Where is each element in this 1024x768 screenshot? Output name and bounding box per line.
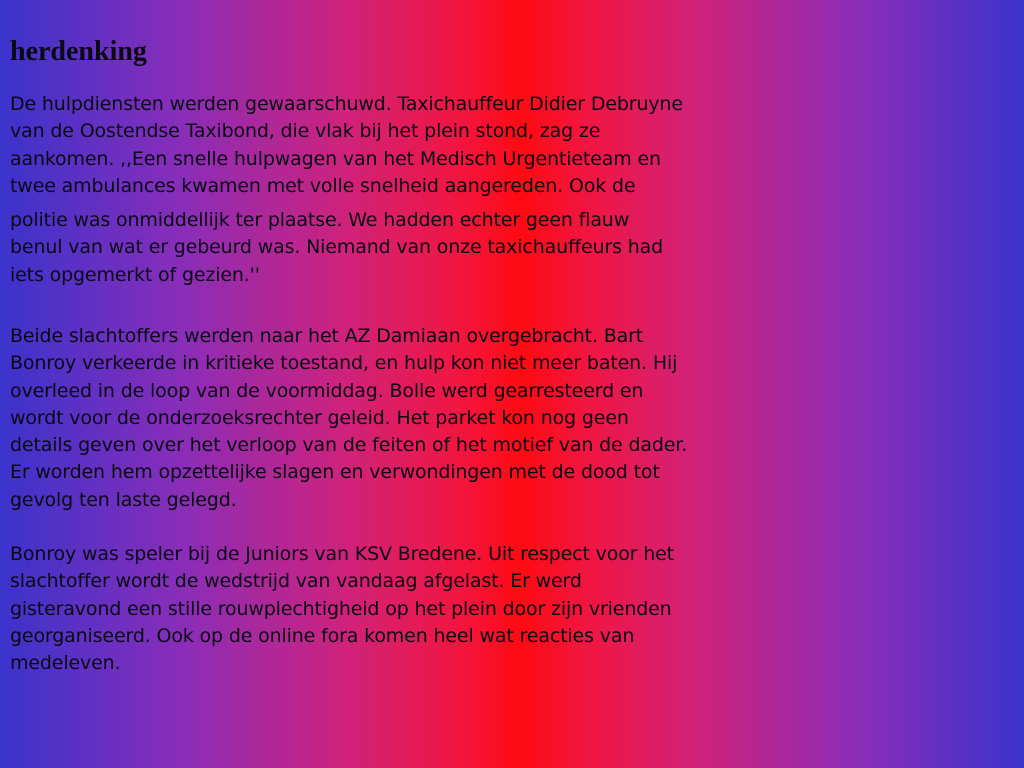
paragraph-3 [10,541,745,677]
text-line: slachtoffer wordt de wedstrijd van vandaag afgelast. Er werd [10,570,582,593]
text-line: benul van wat er gebeurd was. Niemand van onze taxichauffeurs had [10,236,664,259]
text-line: iets opgemerkt of gezien.'' [10,263,260,286]
line-gap [10,200,745,207]
text-line: politie was onmiddellijk ter plaatse. We hadden echter geen flauw [10,209,630,232]
text-line: Bonroy verkeerde in kritieke toestand, en hulp kon niet meer baten. Hij [10,352,678,375]
text-line: georganiseerd. Ook op de online fora komen heel wat reacties van [10,624,635,647]
text-line: gisteravond een stille rouwplechtigheid op het plein door zijn vrienden [10,597,672,620]
text-line: aankomen. ,,Een snelle hulpwagen van het Medisch Urgentieteam en [10,147,661,170]
text-line: gevolg ten laste gelegd. [10,488,237,511]
text-line: De hulpdiensten werden gewaarschuwd. Taxichauffeur Didier Debruyne [10,93,683,115]
text-line: overleed in de loop van de voormiddag. Bolle werd gearresteerd en [10,379,644,402]
text-line: wordt voor de onderzoeksrechter geleid. Het parket kon nog geen [10,406,629,429]
text-line: details geven over het verloop van de feiten of het motief van de dader. [10,434,688,457]
text-line: medeleven. [10,652,121,675]
paragraph-1 [10,91,745,289]
text-line: van de Oostendse Taxibond, die vlak bij het plein stond, zag ze [10,120,601,143]
text-line: twee ambulances kwamen met volle snelheid aangereden. Ook de [10,174,636,197]
text-line: Bonroy was speler bij de Juniors van KSV Bredene. Uit respect voor het [10,543,674,565]
page-title: herdenking [10,36,147,67]
paragraph-2 [10,323,745,514]
text-line: Beide slachtoffers werden naar het AZ Damiaan overgebracht. Bart [10,325,644,347]
text-line: Er worden hem opzettelijke slagen en verwondingen met de dood tot [10,461,660,484]
